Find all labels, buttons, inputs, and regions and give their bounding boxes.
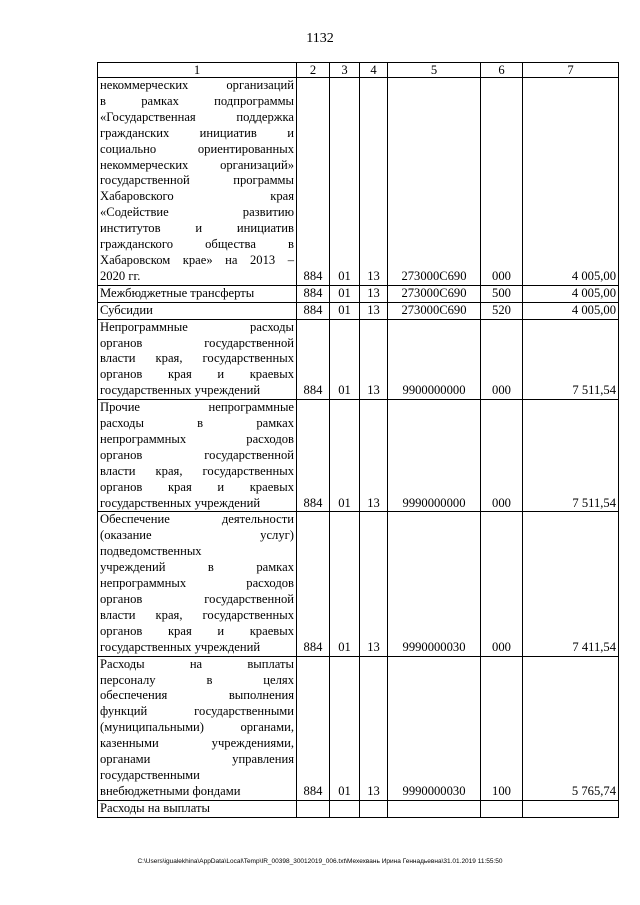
description-line: Хабаровского края: [100, 189, 294, 204]
cell-code-target: 9990000030: [388, 512, 481, 656]
table-row: [98, 400, 619, 512]
row-description: [98, 512, 297, 656]
cell-code-ministry: 884: [297, 78, 330, 286]
table-row: [98, 302, 619, 319]
description-line: 2020 гг.: [100, 268, 141, 283]
description-line: органами управления: [100, 752, 294, 767]
cell-code-section: [330, 800, 360, 817]
table-body: [98, 78, 619, 818]
cell-code-expense-type: 100: [481, 656, 523, 800]
cell-code-ministry: 884: [297, 512, 330, 656]
cell-code-subsection: 13: [360, 656, 388, 800]
description-line: внебюджетными фондами: [100, 783, 241, 798]
description-line: (оказание услуг): [100, 528, 294, 543]
description-line: Хабаровском крае» на 2013 –: [100, 252, 294, 267]
cell-code-expense-type: 000: [481, 78, 523, 286]
header-col-1: 1: [98, 63, 297, 78]
description-line: непрограммных расходов: [100, 576, 294, 591]
cell-code-target: 273000С690: [388, 285, 481, 302]
header-col-5: 5: [388, 63, 481, 78]
description-line: государственными: [100, 767, 200, 782]
cell-code-target: 273000С690: [388, 302, 481, 319]
footer-path: C:\Users\igualekhina\AppData\Local\Temp\IR_00398_30012019_006.txt\Мехехвань Ирина Геннадьевна\31.01.2019 11:55:50: [137, 858, 503, 865]
description-line: подведомственных: [100, 544, 202, 559]
description-line: некоммерческих организаций»: [100, 157, 294, 172]
description-line: органов государственной: [100, 335, 294, 350]
description-line: функций государственными: [100, 704, 294, 719]
cell-code-section: 01: [330, 302, 360, 319]
description-line: «Содействие развитию: [100, 205, 294, 220]
description-line: казенными учреждениями,: [100, 736, 294, 751]
cell-code-target: 9990000000: [388, 400, 481, 512]
cell-code-subsection: 13: [360, 78, 388, 286]
description-line: органов государственной: [100, 447, 294, 462]
description-line: Субсидии: [100, 302, 153, 317]
description-line: персоналу в целях: [100, 672, 294, 687]
description-line: обеспечения выполнения: [100, 688, 294, 703]
description-line: государственных учреждений: [100, 639, 261, 654]
description-line: органов края и краевых: [100, 479, 294, 494]
row-description: [98, 319, 297, 400]
description-line: власти края, государственных: [100, 463, 294, 478]
table-row: [98, 512, 619, 656]
description-line: государственных учреждений: [100, 383, 261, 398]
description-line: в рамках подпрограммы: [100, 93, 294, 108]
cell-code-subsection: 13: [360, 400, 388, 512]
cell-code-ministry: 884: [297, 285, 330, 302]
row-description: [98, 800, 297, 817]
description-line: государственных учреждений: [100, 495, 261, 510]
row-description: [98, 285, 297, 302]
cell-code-section: 01: [330, 319, 360, 400]
cell-code-ministry: [297, 800, 330, 817]
cell-code-expense-type: 000: [481, 319, 523, 400]
cell-amount: 4 005,00: [523, 302, 619, 319]
description-line: социально ориентированных: [100, 141, 294, 156]
row-description: [98, 656, 297, 800]
description-line: государственной программы: [100, 173, 294, 188]
description-line: расходы в рамках: [100, 416, 294, 431]
cell-code-ministry: 884: [297, 319, 330, 400]
header-row: [98, 63, 619, 78]
table-row: [98, 285, 619, 302]
row-description: [98, 302, 297, 319]
cell-code-ministry: 884: [297, 400, 330, 512]
cell-amount: 7 411,54: [523, 512, 619, 656]
cell-amount: 7 511,54: [523, 400, 619, 512]
cell-amount: 4 005,00: [523, 285, 619, 302]
budget-table: [97, 62, 619, 818]
header-col-6: 6: [481, 63, 523, 78]
cell-amount: 4 005,00: [523, 78, 619, 286]
cell-code-subsection: 13: [360, 285, 388, 302]
description-line: власти края, государственных: [100, 351, 294, 366]
description-line: институтов и инициатив: [100, 221, 294, 236]
cell-code-ministry: 884: [297, 656, 330, 800]
cell-code-target: [388, 800, 481, 817]
table-row: [98, 800, 619, 817]
cell-code-target: 273000С690: [388, 78, 481, 286]
cell-code-expense-type: 520: [481, 302, 523, 319]
cell-code-section: 01: [330, 400, 360, 512]
description-line: гражданских инициатив и: [100, 125, 294, 140]
cell-amount: 7 511,54: [523, 319, 619, 400]
description-line: власти края, государственных: [100, 607, 294, 622]
cell-code-section: 01: [330, 78, 360, 286]
cell-code-section: 01: [330, 285, 360, 302]
cell-code-subsection: [360, 800, 388, 817]
table-row: [98, 78, 619, 286]
cell-code-ministry: 884: [297, 302, 330, 319]
description-line: Расходы на выплаты: [100, 800, 210, 815]
header-col-4: 4: [360, 63, 388, 78]
cell-code-expense-type: 500: [481, 285, 523, 302]
cell-code-expense-type: 000: [481, 512, 523, 656]
description-line: учреждений в рамках: [100, 560, 294, 575]
description-line: органов края и краевых: [100, 367, 294, 382]
cell-code-subsection: 13: [360, 319, 388, 400]
description-line: Расходы на выплаты: [100, 656, 294, 671]
description-line: Межбюджетные трансферты: [100, 285, 255, 300]
description-line: органов края и краевых: [100, 623, 294, 638]
description-line: Непрограммные расходы: [100, 319, 294, 334]
cell-code-subsection: 13: [360, 512, 388, 656]
description-line: (муниципальными) органами,: [100, 720, 294, 735]
description-line: некоммерческих организаций: [100, 78, 294, 92]
description-line: непрограммных расходов: [100, 431, 294, 446]
cell-amount: [523, 800, 619, 817]
header-col-3: 3: [330, 63, 360, 78]
cell-code-section: 01: [330, 512, 360, 656]
cell-code-target: 9990000030: [388, 656, 481, 800]
description-line: органов государственной: [100, 592, 294, 606]
cell-code-section: 01: [330, 656, 360, 800]
row-description: [98, 78, 297, 286]
cell-code-subsection: 13: [360, 302, 388, 319]
description-line: гражданского общества в: [100, 237, 294, 252]
cell-code-expense-type: 000: [481, 400, 523, 512]
table-row: [98, 319, 619, 400]
cell-amount: 5 765,74: [523, 656, 619, 800]
description-line: Прочие непрограммные: [100, 400, 294, 415]
header-col-7: 7: [523, 63, 619, 78]
cell-code-expense-type: [481, 800, 523, 817]
cell-code-target: 9900000000: [388, 319, 481, 400]
table-row: [98, 656, 619, 800]
header-col-2: 2: [297, 63, 330, 78]
page-number: 1132: [306, 31, 334, 46]
row-description: [98, 400, 297, 512]
description-line: «Государственная поддержка: [100, 109, 294, 124]
description-line: Обеспечение деятельности: [100, 512, 294, 527]
